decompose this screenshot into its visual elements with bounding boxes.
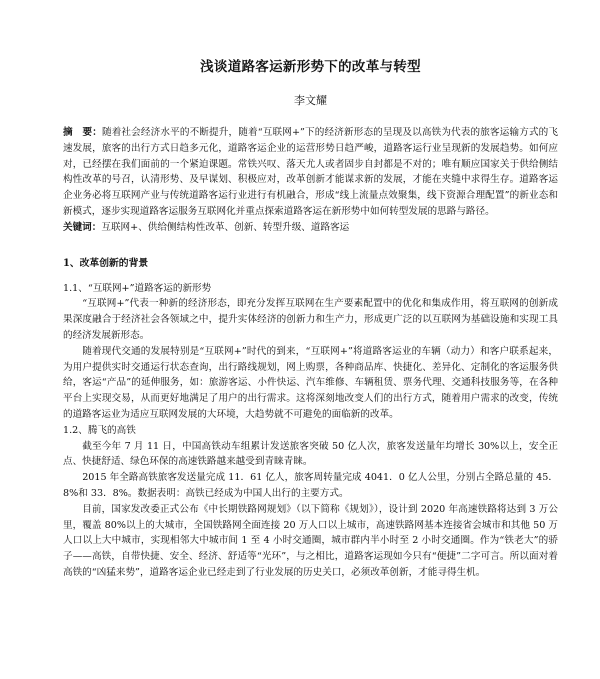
paragraph-internet-plus-definition: “互联网+”代表一种新的经济形态，即充分发挥互联网在生产要素配置中的优化和集成作用，将互联网的创新成果深度融合于经济社会各领域之中，提升实体经济的创新力和生产力，形成更广泛的以互联网为基础设施和实现工具的经济发展新形态。 bbox=[63, 298, 558, 341]
subsection-heading-internet-plus: 1.1、“互联网+”道路客运的新形势 bbox=[63, 282, 212, 294]
keywords-paragraph bbox=[63, 220, 558, 236]
paper-author: 李文耀 bbox=[294, 94, 327, 107]
abstract-text: 随着社会经济水平的不断提升，随着“互联网+”下的经济新形态的呈现及以高铁为代表的旅客运输方式的飞速发展，旅客的出行方式日趋多元化，道路客运企业的运营形势日趋严峻，道路客运行业呈现新的发展趋势。如何应对，已经摆在我们面前的一个紧迫课题。常铁兴叹、落天尤人或者固步自封都是不对的；唯有顺应国家关于供给侧结构性改革的号召，认清形势、及早谋划、积极应对，改革创新才能谋求新的发展，才能在夹缝中求得生存。道路客运企业务必将互联网产业与传统道路客运行业进行有机融合，形成“线上流量点效聚集，线下资源合理配置”的新业态和新模式，逐步实现道路客运服务互联网化并重点探索道路客运在新形势中如何转型发展的思路与路径。 bbox=[63, 127, 559, 217]
keywords-label: 关键词： bbox=[63, 221, 102, 233]
paper-title: 浅谈道路客运新形势下的改革与转型 bbox=[200, 59, 421, 75]
paragraph-hsr-passengers: 截至今年 7 月 11 日，中国高铁动车组累计发送旅客突破 50 亿人次，旅客发送量年均增长 30%以上，安全正点、快捷舒适、绿色环保的高速铁路越来越受到青睐青睐。 bbox=[63, 440, 558, 468]
paragraph-internet-plus-transport: 随着现代交通的发展特别是“互联网+”时代的到来，“互联网+”将道路客运业的车辆（动力）和客户联系起来，为用户提供实时交通运行状态查询，出行路线规划，网上购票，各种商品库、快捷化、差异化、定制化的客运服务供给，客运“产品”的延伸服务，如：旅游客运、小件快运、汽车维修、车辆租赁、票务代理、交通科技服务等，在各种平台上实现交易，从而更好地满足了用户的出行需求。这将深刻地改变人们的出行方式，随着用户需求的改变，传统的道路客运业为适应互联网发展的大环境，大趋势就不可避免的面临新的改革。 bbox=[63, 345, 558, 420]
paragraph-hsr-planning: 目前，国家发改委正式公布《中长期铁路网规划》（以下简称《规划》），设计到 2020 年高速铁路将达到 3 万公里，覆盖 80%以上的大城市，全国铁路网全面连接 20 万人口以上城市，高速铁路网基本连接省会城市和其他 50 万人口以上大中城市，实现相邻大中城市间 1 至 4 小时交通圈，城市群内半小时至 2 小时交通圈。作为“铁老大”的骄子——高铁，自带快捷、安全、经济、舒适等“光环”，与之相比，道路客运现如今只有“便捷”二字可言。所以面对着高铁的“凶猛来势”，道路客运企业已经走到了行业发展的历史关口，必须改革创新，才能寻得生机。 bbox=[63, 503, 558, 578]
section-heading-background: 1、改革创新的背景 bbox=[63, 257, 149, 269]
abstract-label: 摘 要： bbox=[63, 127, 102, 138]
subsection-heading-high-speed-rail: 1.2、腾飞的高铁 bbox=[63, 424, 136, 436]
abstract-paragraph bbox=[63, 125, 558, 220]
keywords-text: 互联网+、供给侧结构性改革、创新、转型升级、道路客运 bbox=[101, 221, 350, 233]
paragraph-hsr-statistics: 2015 年全路高铁旅客发送量完成 11．61 亿人，旅客周转量完成 4041．0 亿人公里，分别占全路总量的 45．8%和 33．8%。数据表明：高铁已经成为中国人出行的主要方式。 bbox=[63, 472, 558, 499]
